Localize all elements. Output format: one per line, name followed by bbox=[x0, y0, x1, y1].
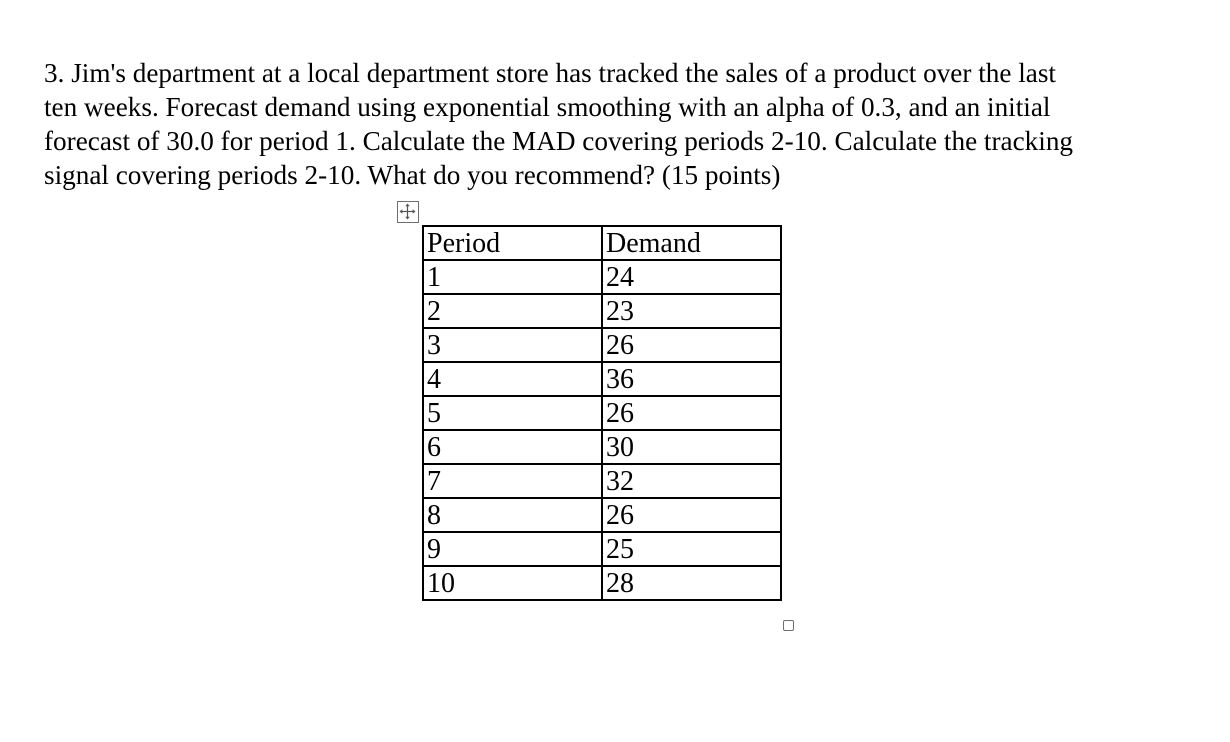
demand-cell: 36 bbox=[602, 362, 781, 396]
demand-cell: 26 bbox=[602, 396, 781, 430]
demand-cell: 30 bbox=[602, 430, 781, 464]
period-cell: 2 bbox=[423, 294, 602, 328]
table-row bbox=[423, 430, 781, 464]
period-cell: 10 bbox=[423, 566, 602, 600]
question-text bbox=[44, 56, 1184, 192]
move-arrows-icon bbox=[398, 202, 417, 221]
question-line: 3. Jim's department at a local department store has tracked the sales of a product over the last bbox=[44, 58, 1056, 88]
question-line: signal covering periods 2-10. What do you recommend? (15 points) bbox=[44, 160, 781, 190]
period-cell: 9 bbox=[423, 532, 602, 566]
table-row bbox=[423, 328, 781, 362]
demand-cell: 24 bbox=[602, 260, 781, 294]
table-row bbox=[423, 464, 781, 498]
demand-cell: 25 bbox=[602, 532, 781, 566]
table-move-handle[interactable] bbox=[397, 201, 419, 223]
period-cell: 8 bbox=[423, 498, 602, 532]
period-cell: 5 bbox=[423, 396, 602, 430]
period-cell: 6 bbox=[423, 430, 602, 464]
period-cell: 3 bbox=[423, 328, 602, 362]
period-cell: 4 bbox=[423, 362, 602, 396]
table-row bbox=[423, 362, 781, 396]
table-row bbox=[423, 396, 781, 430]
period-cell: 7 bbox=[423, 464, 602, 498]
table-header-row bbox=[423, 226, 781, 260]
demand-cell: 28 bbox=[602, 566, 781, 600]
table-row bbox=[423, 260, 781, 294]
question-line: ten weeks. Forecast demand using exponential smoothing with an alpha of 0.3, and an initial bbox=[44, 92, 1051, 122]
table-resize-handle[interactable] bbox=[783, 620, 794, 631]
demand-cell: 26 bbox=[602, 498, 781, 532]
demand-table bbox=[422, 225, 782, 601]
header-demand: Demand bbox=[602, 226, 781, 260]
question-line: forecast of 30.0 for period 1. Calculate the MAD covering periods 2-10. Calculate the tracking bbox=[44, 126, 1074, 156]
table-row bbox=[423, 498, 781, 532]
demand-cell: 26 bbox=[602, 328, 781, 362]
table-row bbox=[423, 294, 781, 328]
demand-cell: 23 bbox=[602, 294, 781, 328]
period-cell: 1 bbox=[423, 260, 602, 294]
demand-cell: 32 bbox=[602, 464, 781, 498]
table-row bbox=[423, 566, 781, 600]
table-row bbox=[423, 532, 781, 566]
header-period: Period bbox=[423, 226, 602, 260]
